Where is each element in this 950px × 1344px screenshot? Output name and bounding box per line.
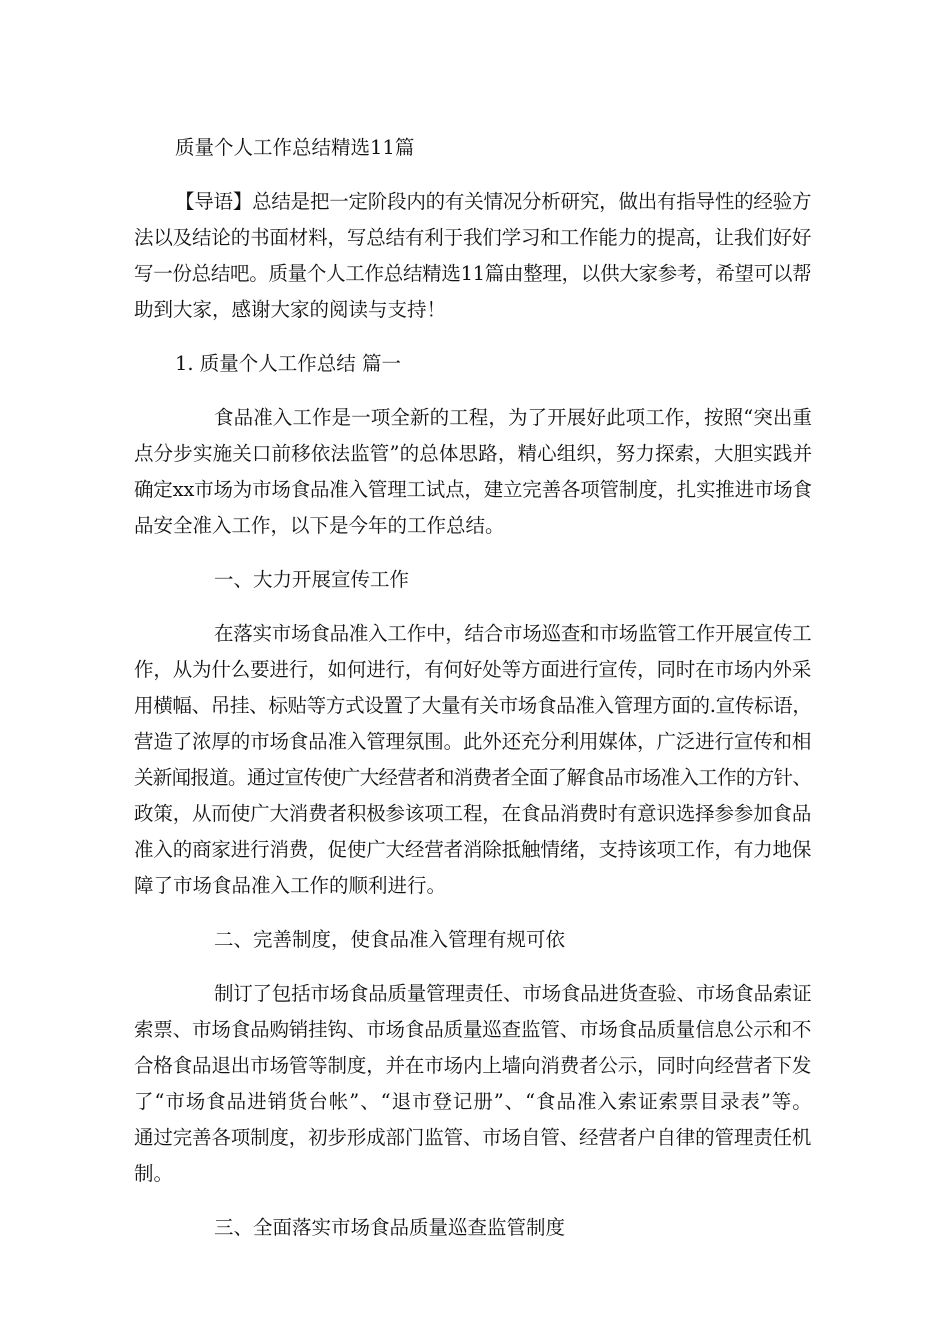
intro-line: 法以及结论的书面材料，写总结有利于我们学习和工作能力的提高，让我们好好 bbox=[134, 226, 812, 249]
document-title: 质量个人工作总结精选11篇 bbox=[175, 136, 415, 159]
paragraph-line: 通过完善各项制度，初步形成部门监管、市场自管、经营者户自律的管理责任机 bbox=[134, 1126, 812, 1149]
paragraph-line: 了“市场食品进销货台帐”、“退市登记册”、“食品准入索证索票目录表”等。 bbox=[134, 1090, 813, 1113]
intro-line: 写一份总结吧。质量个人工作总结精选11篇由整理，以供大家参考，希望可以帮 bbox=[134, 262, 812, 285]
section-heading: 1. 质量个人工作总结 篇一 bbox=[175, 352, 402, 375]
paragraph-line: 合格食品退出市场管等制度，并在市场内上墙向消费者公示，同时向经营者下发 bbox=[134, 1054, 812, 1077]
paragraph-line: 品安全准入工作，以下是今年的工作总结。 bbox=[134, 514, 505, 537]
paragraph-line: 食品准入工作是一项全新的工程，为了开展好此项工作，按照“突出重 bbox=[214, 406, 813, 429]
paragraph-line: 用横幅、吊挂、标贴等方式设置了大量有关市场食品准入管理方面的.宣传标语， bbox=[134, 694, 812, 717]
paragraph-line: 政策，从而使广大消费者积极参该项工程，在食品消费时有意识选择参参加食品 bbox=[134, 802, 812, 825]
paragraph-line: 在落实市场食品准入工作中，结合市场巡查和市场监管工作开展宣传工 bbox=[214, 622, 812, 645]
paragraph-line: 点分步实施关口前移依法监管”的总体思路，精心组织，努力探索，大胆实践并 bbox=[134, 442, 813, 465]
subsection-heading: 一、大力开展宣传工作 bbox=[214, 568, 410, 591]
paragraph-line: 确定xx市场为市场食品准入管理工试点，建立完善各项管制度，扎实推进市场食 bbox=[134, 478, 812, 501]
paragraph-line: 制。 bbox=[134, 1162, 174, 1185]
paragraph-line: 关新闻报道。通过宣传使广大经营者和消费者全面了解食品市场准入工作的方针、 bbox=[134, 766, 812, 789]
paragraph-line: 准入的商家进行消费，促使广大经营者消除抵触情绪，支持该项工作，有力地保 bbox=[134, 838, 812, 861]
intro-line: 助到大家，感谢大家的阅读与支持！ bbox=[134, 298, 447, 321]
paragraph-line: 作，从为什么要进行，如何进行，有何好处等方面进行宣传，同时在市场内外采 bbox=[134, 658, 812, 681]
paragraph-line: 障了市场食品准入工作的顺利进行。 bbox=[134, 874, 447, 897]
subsection-heading: 二、完善制度，使食品准入管理有规可依 bbox=[214, 928, 566, 951]
paragraph-line: 制订了包括市场食品质量管理责任、市场食品进货查验、市场食品索证 bbox=[214, 982, 812, 1005]
intro-line: 【导语】总结是把一定阶段内的有关情况分析研究，做出有指导性的经验方 bbox=[175, 190, 812, 213]
subsection-heading: 三、全面落实市场食品质量巡查监管制度 bbox=[214, 1216, 566, 1239]
paragraph-line: 营造了浓厚的市场食品准入管理氛围。此外还充分利用媒体，广泛进行宣传和相 bbox=[134, 730, 812, 753]
paragraph-line: 索票、市场食品购销挂钩、市场食品质量巡查监管、市场食品质量信息公示和不 bbox=[134, 1018, 812, 1041]
